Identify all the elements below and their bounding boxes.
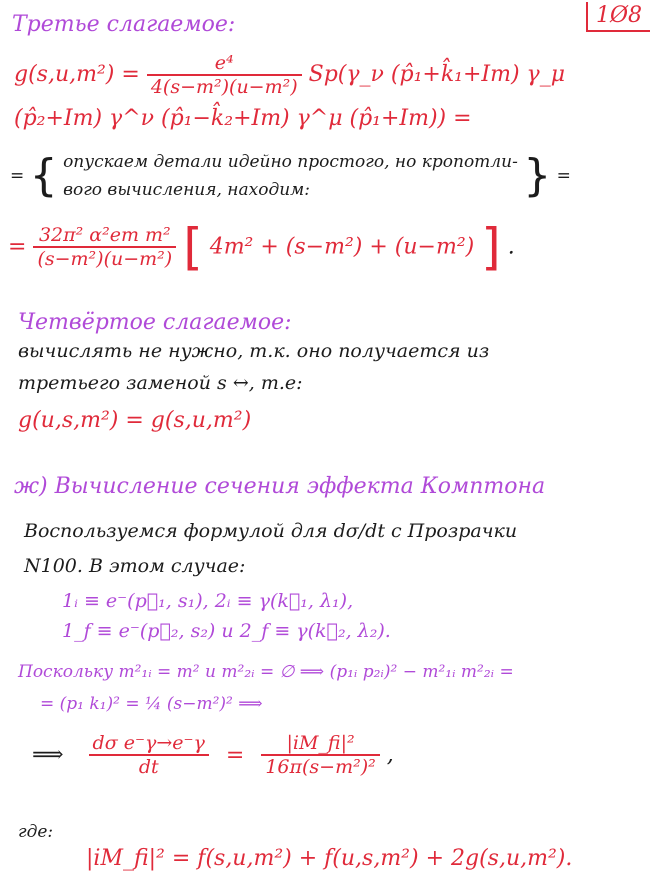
third-term-result (8, 218, 515, 276)
since-line-2: = (p₁ k₁)² = ¼ (s−m²)² ⟹ (40, 694, 263, 714)
where-label: где: (18, 822, 54, 842)
note-suffix: = (556, 166, 571, 186)
fourth-term-text-line-2: третьего заменой s ↔, т.е: (18, 372, 303, 394)
right-brace-icon: } (523, 150, 552, 201)
g-equation-line2: (p̂₂+Im) γ^ν (p̂₁−k̂₂+Im) γ^μ (p̂₁+Im)) = (14, 106, 472, 131)
amplitude-fraction (261, 732, 379, 778)
result-period: . (507, 234, 515, 260)
section-zh-text-line-1: Воспользуемся формулой для dσ/dt с Прозрачки (24, 520, 518, 542)
definition-line-2: 1_f ≡ e⁻(p⃗₂, s₂) и 2_f ≡ γ(k⃗₂, λ₂). (62, 620, 391, 642)
formula-comma: , (386, 742, 394, 768)
page-number: 1Ø8 (586, 2, 650, 32)
implies-arrow: ⟹ (32, 742, 64, 768)
right-bracket-icon: ] (481, 218, 501, 276)
amplitude-numerator: |iM_fi|² (286, 732, 355, 754)
cross-section-formula (32, 732, 394, 778)
g-fraction-denominator: 4(s−m²)(u−m²) (147, 74, 302, 98)
since-line-1: Поскольку m²₁ᵢ = m² и m²₂ᵢ = ∅ ⟹ (p₁ᵢ p₂ᵢ)² − m²₁ᵢ m²₂ᵢ = (18, 662, 514, 682)
result-denominator: (s−m²)(u−m²) (33, 246, 176, 270)
result-numerator: 32π² α²em m² (38, 224, 171, 246)
left-bracket-icon: [ (183, 218, 203, 276)
result-prefix: = (8, 234, 27, 260)
amplitude-denominator: 16π(s−m²)² (261, 754, 379, 778)
fourth-term-heading: Четвёртое слагаемое: (18, 310, 292, 335)
g-fraction-numerator: e⁴ (214, 52, 234, 74)
note-block (10, 148, 571, 204)
third-term-heading: Третье слагаемое: (12, 12, 236, 37)
equals-sign: = (225, 742, 245, 768)
dsigma-denominator: dt (89, 754, 209, 778)
dsigma-numerator: dσ e⁻γ→e⁻γ (92, 732, 205, 754)
section-zh-heading: ж) Вычисление сечения эффекта Комптона (14, 474, 546, 499)
fourth-term-text-line-1: вычислять не нужно, т.к. оно получается из (18, 340, 490, 362)
note-line-2: вого вычисления, находим: (63, 180, 311, 200)
final-equation: |iM_fi|² = f(s,u,m²) + f(u,s,m²) + 2g(s,u,m²). (86, 846, 573, 871)
g-equation-fraction (147, 52, 302, 98)
definition-line-1: 1ᵢ ≡ e⁻(p⃗₁, s₁), 2ᵢ ≡ γ(k⃗₁, λ₁), (62, 590, 354, 612)
note-prefix: = (10, 166, 25, 186)
section-zh-text-line-2: N100. В этом случае: (24, 555, 246, 577)
result-fraction (33, 224, 176, 270)
dsigma-fraction (89, 732, 209, 778)
g-equation-lhs: g(s,u,m²) = (14, 62, 140, 87)
fourth-term-equation: g(u,s,m²) = g(s,u,m²) (18, 408, 252, 433)
note-line-1: опускаем детали идейно простого, но кропотли- (63, 152, 518, 172)
g-equation (14, 52, 565, 98)
result-bracket-content: 4m² + (s−m²) + (u−m²) (209, 234, 475, 260)
g-equation-trace: Sp(γ_ν (p̂₁+k̂₁+Im) γ_μ (308, 62, 565, 87)
left-brace-icon: { (29, 150, 58, 201)
